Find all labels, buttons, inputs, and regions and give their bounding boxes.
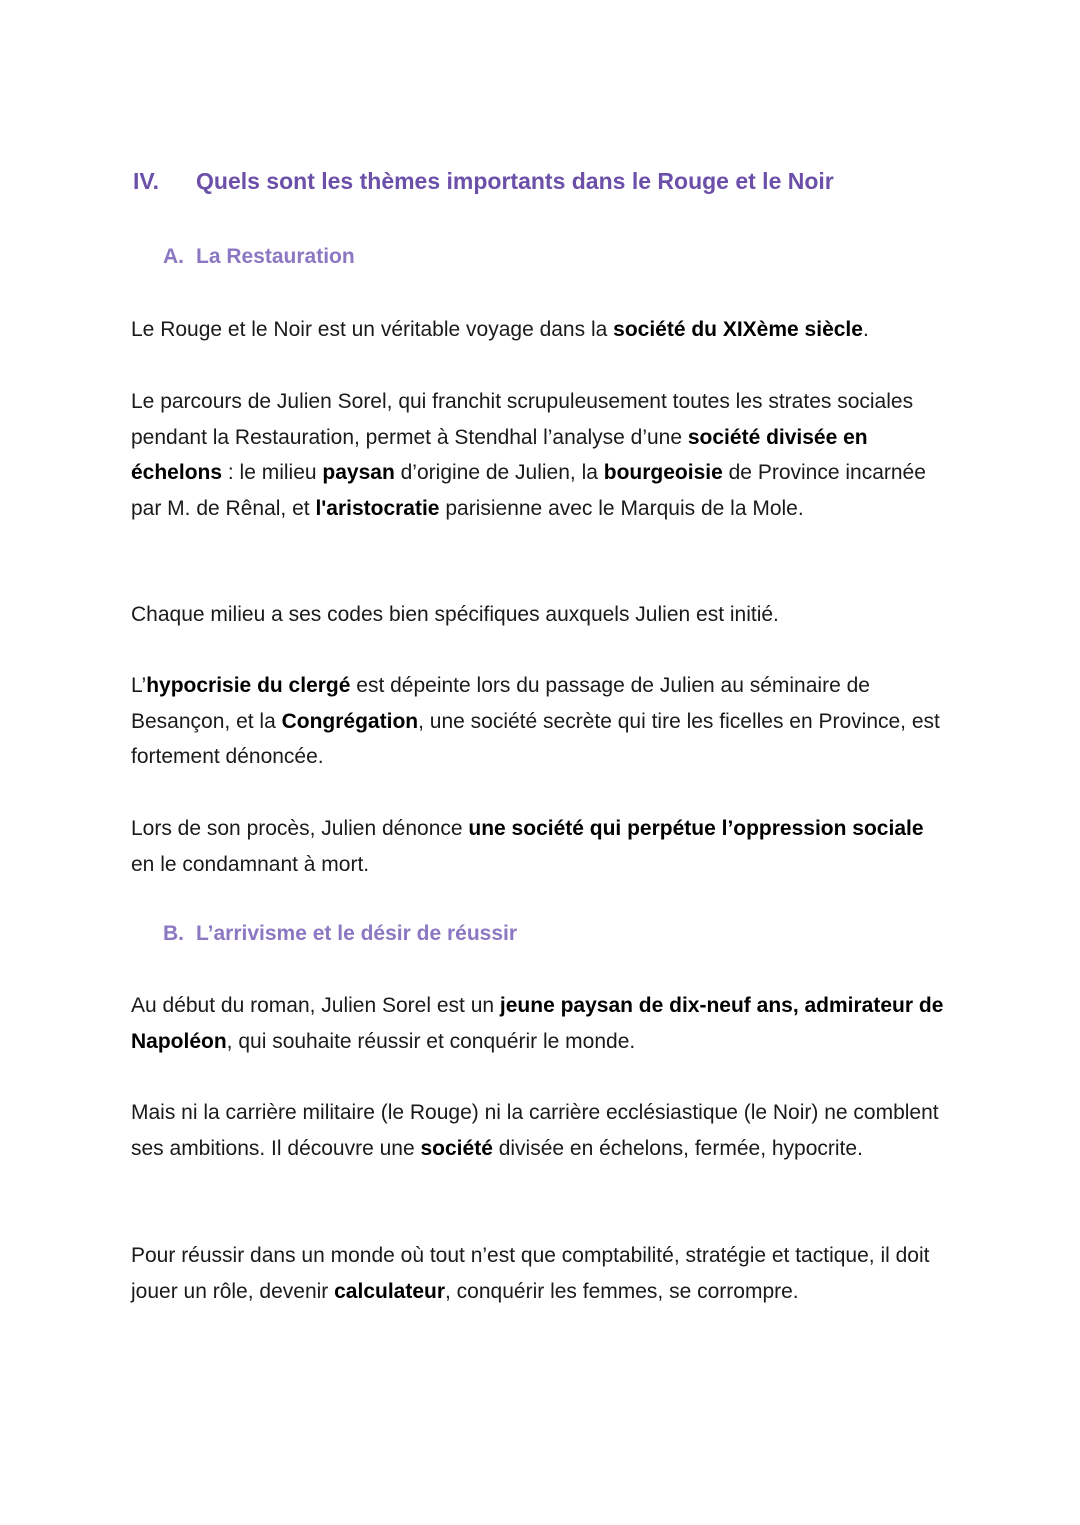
bold-text: Congrégation bbox=[281, 709, 419, 733]
bold-text: une société qui perpétue l’oppression sociale bbox=[468, 817, 924, 840]
bold-text: l'aristocratie bbox=[315, 496, 440, 520]
text-run: . bbox=[862, 318, 869, 341]
text-run: Le Rouge et le Noir est un véritable voyage dans la bbox=[131, 318, 614, 341]
text-run: divisée en échelons, fermée, hypocrite. bbox=[492, 1136, 863, 1160]
text-run: est dépeinte lors du passage de Julien au séminaire de Besançon, et la bbox=[131, 674, 870, 733]
text-run: Pour réussir dans un monde où tout n’est que comptabilité, stratégie et tactique, il doit jouer un rôle, devenir bbox=[131, 1244, 930, 1303]
paragraph bbox=[131, 1238, 951, 1309]
text-run: , conquérir les femmes, se corrompre. bbox=[445, 1279, 799, 1303]
section-title: Quels sont les thèmes importants dans le Rouge et le Noir bbox=[196, 168, 834, 194]
text-run: d’origine de Julien, la bbox=[394, 461, 604, 484]
bold-text: société du XIXème siècle bbox=[613, 318, 863, 341]
text-run: Le parcours de Julien Sorel, qui franchit scrupuleusement toutes les strates sociales pendant la Restauration, permet à Stendhal l’analyse d’une bbox=[131, 390, 914, 449]
text-run: Mais ni la carrière militaire (le Rouge) ni la carrière ecclésiastique (le Noir) ne comblent ses ambitions. Il découvre une bbox=[131, 1101, 939, 1160]
text-run: parisienne avec le Marquis de la Mole. bbox=[439, 496, 804, 520]
text-run: de Province incarnée par M. de Rênal, et bbox=[131, 461, 926, 520]
bold-text: bourgeoisie bbox=[603, 461, 723, 484]
section-number: IV. bbox=[133, 168, 160, 194]
bold-text: société divisée en échelons bbox=[131, 425, 868, 484]
text-run: : le milieu bbox=[222, 461, 323, 484]
section-heading bbox=[133, 168, 834, 195]
paragraph bbox=[131, 312, 951, 348]
text-run: Au début du roman, Julien Sorel est un bbox=[131, 994, 500, 1017]
paragraph bbox=[131, 988, 951, 1059]
paragraph bbox=[131, 668, 951, 775]
paragraph bbox=[131, 1095, 951, 1166]
text-run: Lors de son procès, Julien dénonce bbox=[131, 817, 469, 840]
subsection-title: La Restauration bbox=[196, 245, 355, 268]
subsection-letter: A. bbox=[163, 245, 184, 268]
bold-text: paysan bbox=[322, 461, 395, 484]
subsection-title: L’arrivisme et le désir de réussir bbox=[196, 922, 518, 945]
text-run: , qui souhaite réussir et conquérir le monde. bbox=[226, 1029, 636, 1053]
paragraph bbox=[131, 384, 951, 526]
bold-text: calculateur bbox=[334, 1279, 446, 1303]
text-run: Chaque milieu a ses codes bien spécifiques auxquels Julien est initié. bbox=[131, 603, 779, 626]
text-run: en le condamnant à mort. bbox=[131, 852, 370, 876]
paragraph bbox=[131, 597, 951, 633]
subsection-letter: B. bbox=[163, 922, 184, 945]
subsection-heading-b bbox=[163, 922, 517, 946]
bold-text: hypocrisie du clergé bbox=[146, 674, 351, 697]
paragraph bbox=[131, 811, 951, 882]
bold-text: société bbox=[420, 1136, 493, 1160]
subsection-heading-a bbox=[163, 245, 355, 269]
bold-text: jeune paysan de dix-neuf ans, admirateur de Napoléon bbox=[131, 994, 944, 1053]
text-run: , une société secrète qui tire les ficelles en Province, est fortement dénoncée. bbox=[131, 709, 940, 768]
text-run: L’ bbox=[131, 674, 147, 697]
